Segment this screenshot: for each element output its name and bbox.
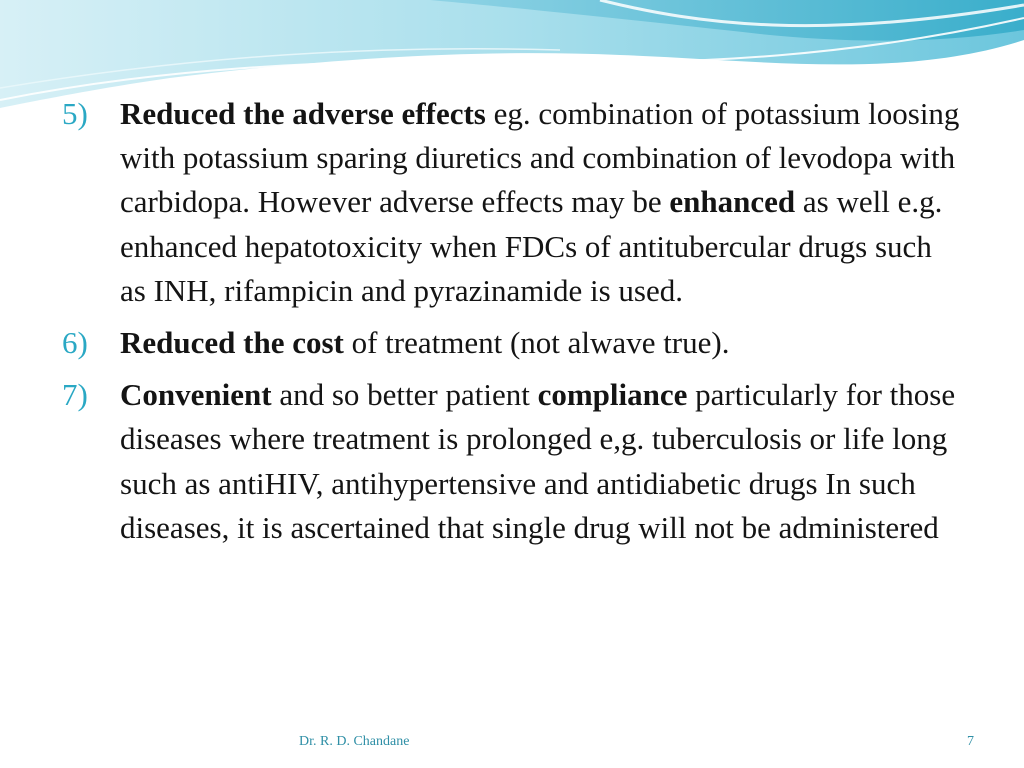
list-item [62, 92, 962, 313]
bold-text: Reduced the cost [120, 325, 344, 361]
item-number: 5) [62, 96, 88, 131]
item-number: 6) [62, 325, 88, 361]
item-text [120, 92, 962, 313]
item-text [120, 373, 962, 550]
page-number: 7 [967, 734, 974, 749]
item-text-span: as well e.g. enhanced hepatotoxicity when FDCs of antitubercular drugs such as INH, rifampicin and pyrazinamide is used. [120, 184, 943, 308]
list-item [62, 373, 962, 550]
item-text [120, 321, 962, 365]
item-number: 7) [62, 377, 88, 413]
bold-text: compliance [537, 377, 688, 413]
item-text-span: of treatment (not alwave true). [343, 325, 730, 361]
item-text-span: particularly for those diseases where treatment is prolonged e,g. tuberculosis or life long such as antiHIV, antihypertensive and antidiabetic drugs In such diseases, it is ascertained that single drug will not be administered [120, 377, 956, 545]
bold-text: enhanced [669, 184, 796, 220]
slide-body [62, 92, 962, 558]
slide-footer [0, 734, 1024, 754]
item-text-span: and so better patient [271, 377, 538, 413]
list-item [62, 321, 962, 365]
item-text-span: eg. combination of potassium loosing with potassium sparing diuretics and combination of levodopa with carbidopa. However adverse effects may be [120, 96, 960, 220]
bold-text: Reduced the adverse effects [120, 96, 486, 131]
bold-text: Convenient [120, 377, 272, 413]
footer-author: Dr. R. D. Chandane [299, 734, 410, 749]
